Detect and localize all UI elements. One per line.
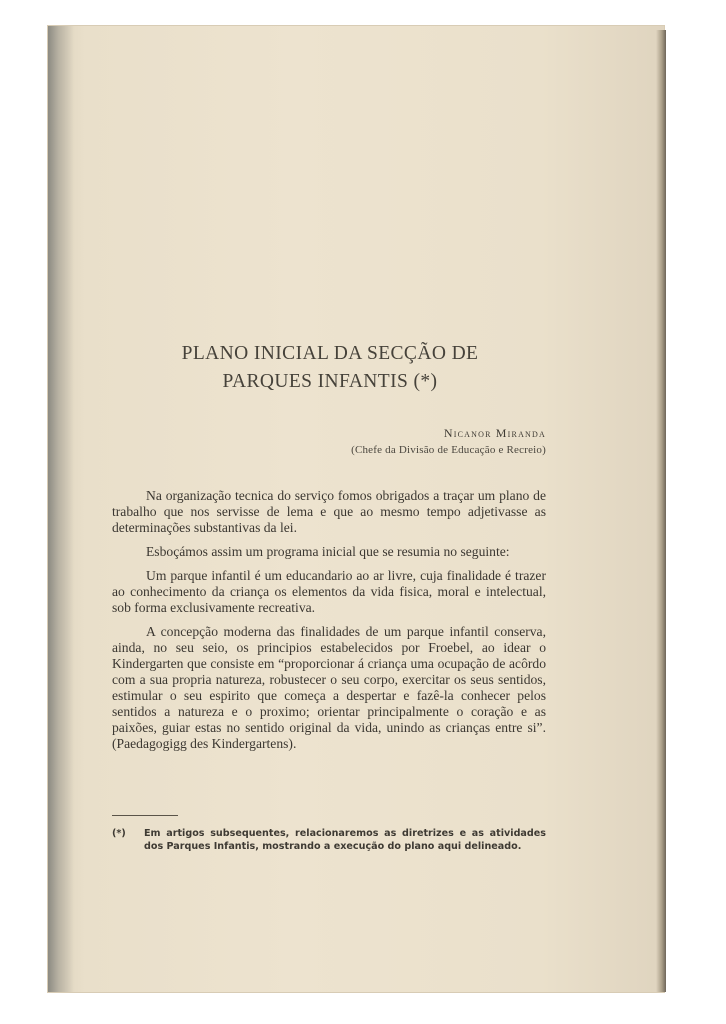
author-role: (Chefe da Divisão de Educação e Recreio) bbox=[351, 444, 546, 456]
paragraph: Um parque infantil é um educandario ao ar livre, cuja finalidade é trazer ao conhecimento da criança os elementos da vida fisica, moral e intelectual, sob forma exclusivamente recreativa. bbox=[112, 568, 546, 615]
footnote bbox=[112, 828, 546, 853]
article-body bbox=[112, 488, 546, 760]
title-line-2: PARQUES INFANTIS (*) bbox=[222, 371, 438, 392]
paragraph: Na organização tecnica do serviço fomos obrigados a traçar um plano de trabalho que nos servisse de lema e que ao mesmo tempo adjetivasse as determinações substantivas da lei. bbox=[112, 488, 546, 535]
page-binding-shadow bbox=[48, 26, 74, 992]
footnote-mark: (*) bbox=[112, 828, 126, 839]
article-title bbox=[120, 340, 540, 396]
author-name: Nicanor Miranda bbox=[443, 426, 546, 440]
paragraph: Esboçámos assim um programa inicial que se resumia no seguinte: bbox=[146, 544, 510, 559]
footnote-divider bbox=[112, 815, 178, 816]
footnote-text: Em artigos subsequentes, relacionaremos as diretrizes e as atividades dos Parques Infantis, mostrando a execução do plano aqui delineado. bbox=[144, 828, 546, 852]
title-line-1: PLANO INICIAL DA SECÇÃO DE bbox=[181, 343, 479, 364]
page-edge-shadow bbox=[656, 30, 666, 992]
paragraph: A concepção moderna das finalidades de um parque infantil conserva, ainda, no seu seio, os principios estabelecidos por Froebel, ao idear o Kindergarten que consiste em “proporcionar á criança uma ocupação de acôrdo com a sua propria natureza, robustecer o seu corpo, exercitar os seus sentidos, estimular o seu espirito que começa a despertar e fazê-la conhecer pelos sentidos a natureza e o proximo; orientar principalmente o coração e as paixões, guiar estas no sentido original da vida, unindo as crianças entre si”. (Paedagogigg des Kindergartens). bbox=[112, 624, 546, 751]
